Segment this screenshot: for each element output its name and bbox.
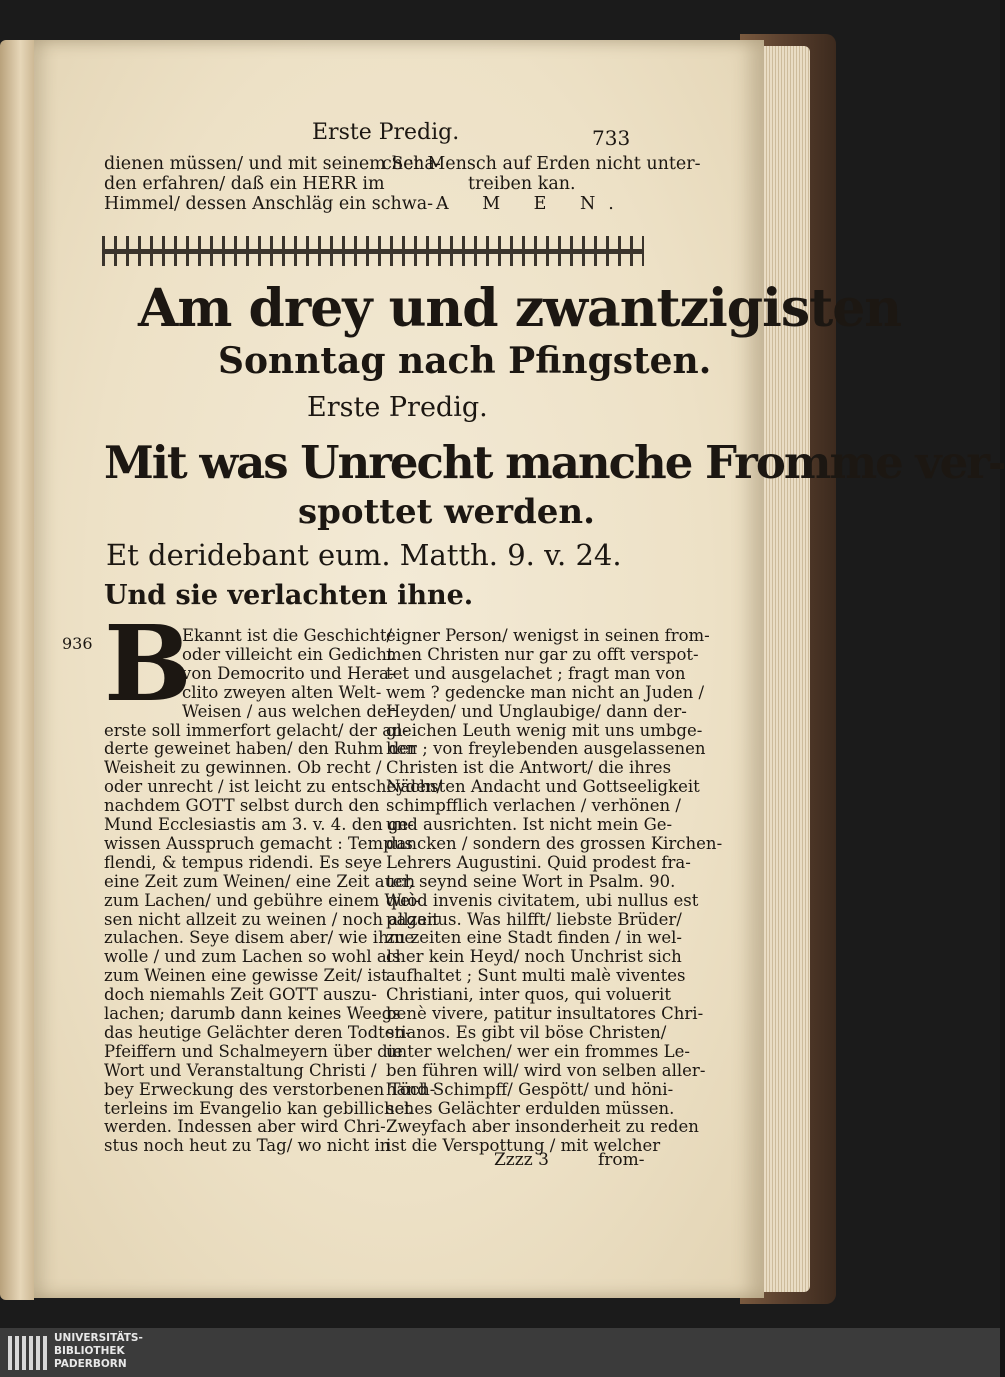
drop-cap: B (104, 602, 192, 725)
text-line: dancken / sondern des grossen Kirchen- (386, 833, 723, 853)
top-left-line: den erfahren/ daß ein HERR im (104, 174, 385, 194)
text-line: clito zweyen alten Welt- (182, 682, 382, 702)
text-line: quòd invenis civitatem, ubi nullus est (386, 890, 699, 910)
text-line: ben führen will/ wird von selben aller- (386, 1060, 706, 1080)
text-line: men Christen nur gar zu offt verspot- (386, 644, 699, 664)
german-verse: Und sie verlachten ihne. (104, 580, 474, 611)
subtitle-line-2: spottet werden. (298, 492, 595, 532)
text-line: erste soll immerfort gelacht/ der an- (104, 720, 409, 740)
text-line: eine Zeit zum Weinen/ eine Zeit auch (104, 871, 416, 891)
text-line: und ausrichten. Ist nicht mein Ge- (386, 815, 673, 834)
text-line: stus noch heut zu Tag/ wo nicht in (104, 1136, 391, 1156)
library-footer (0, 1328, 1000, 1377)
text-line: lachen; darumb dann keines Weegs (104, 1004, 401, 1023)
top-left-line: Himmel/ dessen Anschläg ein schwa- (104, 194, 434, 214)
text-line: aufhaltet ; Sunt multi malè viventes (386, 966, 686, 986)
text-line: Wort und Veranstaltung Christi / (104, 1060, 377, 1080)
title-line-2: Sonntag nach Pfingsten. (218, 340, 712, 382)
text-line: hand Schimpff/ Gespött/ und höni- (386, 1079, 674, 1099)
text-line: wem ? gedencke man nicht an Juden / (386, 682, 705, 702)
catchword: from- (598, 1150, 645, 1170)
text-line: werden. Indessen aber wird Chri- (104, 1117, 386, 1137)
subtitle-line-1: Mit was Unrecht manche Fromme ver- (104, 436, 1005, 489)
text-line: Zweyfach aber insonderheit zu reden (386, 1117, 699, 1137)
text-line: terleins im Evangelio kan gebillichet (104, 1098, 411, 1118)
text-line: benè vivere, patitur insultatores Chri- (386, 1004, 704, 1023)
text-line: Ekannt ist die Geschicht/ (182, 626, 393, 645)
library-name-line: PADERBORN (54, 1358, 127, 1370)
ornamental-divider (102, 236, 644, 266)
text-line: zum Lachen/ und gebühre einem Wei- (104, 890, 421, 910)
latin-verse: Et deridebant eum. Matth. 9. v. 24. (106, 538, 622, 572)
title-line-1: Am drey und zwantzigisten (138, 278, 902, 339)
text-line: zu zeiten eine Stadt finden / in wel- (386, 928, 682, 948)
text-line: sen nicht allzeit zu weinen / noch allzeit (104, 909, 439, 929)
text-line: das heutige Gelächter deren Todten- (104, 1022, 411, 1042)
text-line: wolle / und zum Lachen so wohl als (104, 947, 401, 967)
text-line: Weisen / aus welchen der (182, 701, 395, 721)
top-right-line: cher Mensch auf Erden nicht unter- (382, 154, 701, 174)
text-line: Heyden/ und Unglaubige/ dann der- (386, 701, 687, 721)
text-line: cher kein Heyd/ noch Unchrist sich (386, 947, 682, 967)
text-line: wissen Ausspruch gemacht : Tempus (104, 833, 413, 853)
text-line: unter welchen/ wer ein frommes Le- (386, 1041, 690, 1061)
top-right-line: A M E N. (436, 194, 628, 214)
text-line: Christen ist die Antwort/ die ihres (386, 758, 672, 778)
text-line: schimpfflich verlachen / verhönen / (386, 796, 681, 816)
marginal-number: 936 (62, 634, 93, 653)
text-line: oder unrecht / ist leicht zu entscheyden/ (104, 777, 443, 797)
text-line: Weisheit zu gewinnen. Ob recht / (104, 758, 382, 778)
signature-mark: Zzzz 3 (494, 1150, 549, 1170)
text-line: zum Weinen eine gewisse Zeit/ ist (104, 966, 388, 986)
text-line: Nächsten Andacht und Gottseeligkeit (386, 777, 700, 797)
text-line: eigner Person/ wenigst in seinen from- (386, 626, 710, 645)
left-page-edge (0, 40, 34, 1300)
library-name-line: BIBLIOTHEK (54, 1345, 125, 1357)
text-line: derte geweinet haben/ den Ruhm der (104, 739, 417, 759)
text-line: nachdem GOTT selbst durch den (104, 796, 380, 816)
running-title: Erste Predig. (312, 120, 460, 145)
top-left-line: dienen müssen/ und mit seinem Scha- (104, 154, 441, 174)
text-line: von Democrito und Hera- (182, 663, 395, 683)
library-logo-icon (8, 1336, 48, 1370)
top-right-line: treiben kan. (468, 174, 576, 194)
text-line: ter, seynd seine Wort in Psalm. 90. (386, 871, 676, 891)
text-line: Mund Ecclesiastis am 3. v. 4. den ge- (104, 815, 414, 834)
text-line: oder villeicht ein Gedicht (182, 644, 394, 664)
page-number: 733 (592, 126, 631, 150)
text-line: Christiani, inter quos, qui voluerit (386, 985, 671, 1005)
text-line: tet und ausgelachet ; fragt man von (386, 663, 686, 683)
library-name (54, 1332, 143, 1371)
text-line: gleichen Leuth wenig mit uns umbge- (386, 720, 703, 740)
library-name-line: UNIVERSITÄTS- (54, 1332, 143, 1344)
text-line: Pfeiffern und Schalmeyern über die (104, 1041, 403, 1061)
text-line: ist die Verspottung / mit welcher (386, 1136, 661, 1156)
text-line: sches Gelächter erdulden müssen. (386, 1098, 675, 1118)
text-line: stianos. Es gibt vil böse Christen/ (386, 1022, 667, 1042)
text-line: Lehrers Augustini. Quid prodest fra- (386, 852, 691, 872)
text-line: bey Erweckung des verstorbenen Töch- (104, 1079, 436, 1099)
text-line: zulachen. Seye disem aber/ wie ihme (104, 928, 415, 948)
text-line: doch niemahls Zeit GOTT auszu- (104, 985, 377, 1005)
text-line: hen ; von freylebenden ausgelassenen (386, 739, 706, 759)
sermon-label: Erste Predig. (307, 392, 488, 423)
text-line: paganus. Was hilfft/ liebste Brüder/ (386, 909, 682, 929)
text-line: flendi, & tempus ridendi. Es seye (104, 852, 383, 872)
